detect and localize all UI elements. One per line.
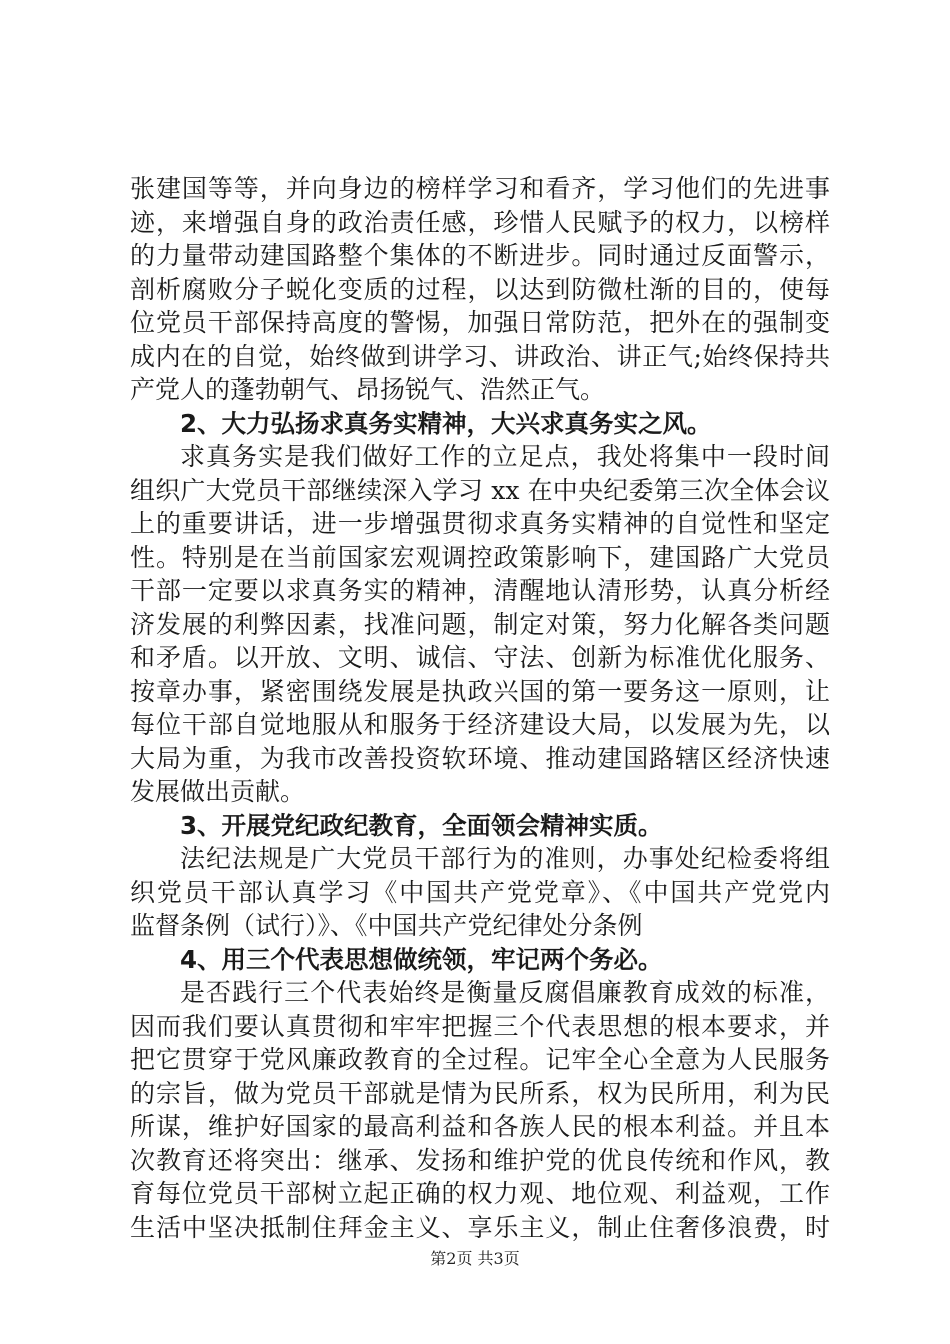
body-line: 性。特别是在当前国家宏观调控政策影响下，建国路广大党员 <box>130 542 830 572</box>
body-line: 干部一定要以求真务实的精神，清醒地认清形势，认真分析经 <box>130 576 830 605</box>
body-line: 产党人的蓬勃朝气、昂扬锐气、浩然正气。 <box>130 375 606 404</box>
body-line: 次教育还将突出：继承、发扬和维护党的优良传统和作风，教 <box>130 1145 830 1175</box>
body-line: 是否践行三个代表始终是衡量反腐倡廉教育成效的标准， <box>180 978 830 1007</box>
document-body <box>130 172 830 1244</box>
body-line: 求真务实是我们做好工作的立足点，我处将集中一段时间 <box>180 442 830 471</box>
body-line: 位党员干部保持高度的警惕，加强日常防范，把外在的强制变 <box>130 308 830 337</box>
body-line: 生活中坚决抵制住拜金主义、享乐主义，制止住奢侈浪费，时 <box>130 1212 830 1242</box>
body-line: 和矛盾。以开放、文明、诚信、守法、创新为标准优化服务、 <box>130 643 830 672</box>
body-line: 监督条例（试行）》、《中国共产党纪律处分条例 <box>130 911 643 940</box>
body-line: 每位干部自觉地服从和服务于经济建设大局，以发展为先，以 <box>130 710 830 739</box>
body-line: 大局为重，为我市改善投资软环境、推动建国路辖区经济快速 <box>130 743 830 773</box>
body-line: 织党员干部认真学习《中国共产党党章》、《中国共产党党内 <box>130 877 830 907</box>
body-line: 所谋，维护好国家的最高利益和各族人民的根本利益。并且本 <box>130 1112 830 1141</box>
page-number-footer: 第2页 共3页 <box>430 1249 520 1268</box>
section-heading-4: 4、用三个代表思想做统领，牢记两个务必。 <box>180 944 663 974</box>
body-line: 按章办事，紧密围绕发展是执政兴国的第一要务这一原则，让 <box>130 676 830 706</box>
body-line: 法纪法规是广大党员干部行为的准则，办事处纪检委将组 <box>180 844 830 873</box>
body-line: 张建国等等，并向身边的榜样学习和看齐，学习他们的先进事 <box>130 174 830 203</box>
body-line: 发展做出贡献。 <box>130 777 306 806</box>
body-line: 育每位党员干部树立起正确的权力观、地位观、利益观，工作 <box>130 1179 830 1208</box>
body-line: 组织广大党员干部继续深入学习 xx 在中央纪委第三次全体会议 <box>130 475 830 505</box>
body-line: 的力量带动建国路整个集体的不断进步。同时通过反面警示， <box>130 241 830 270</box>
body-line: 的宗旨，做为党员干部就是情为民所系，权为民所用，利为民 <box>130 1078 830 1108</box>
body-line: 成内在的自觉，始终做到讲学习、讲政治、讲正气;始终保持共 <box>130 341 830 371</box>
body-line: 上的重要讲话，进一步增强贯彻求真务实精神的自觉性和坚定 <box>130 509 830 538</box>
body-line: 迹，来增强自身的政治责任感，珍惜人民赋予的权力，以榜样 <box>130 207 830 237</box>
body-line: 剖析腐败分子蜕化变质的过程，以达到防微杜渐的目的，使每 <box>130 274 830 304</box>
section-heading-2: 2、大力弘扬求真务实精神，大兴求真务实之风。 <box>180 408 712 438</box>
body-line: 因而我们要认真贯彻和牢牢把握三个代表思想的根本要求，并 <box>130 1011 830 1041</box>
section-heading-3: 3、开展党纪政纪教育，全面领会精神实质。 <box>180 810 663 840</box>
body-line: 把它贯穿于党风廉政教育的全过程。记牢全心全意为人民服务 <box>130 1045 830 1074</box>
body-line: 济发展的利弊因素，找准问题，制定对策，努力化解各类问题 <box>130 609 830 639</box>
